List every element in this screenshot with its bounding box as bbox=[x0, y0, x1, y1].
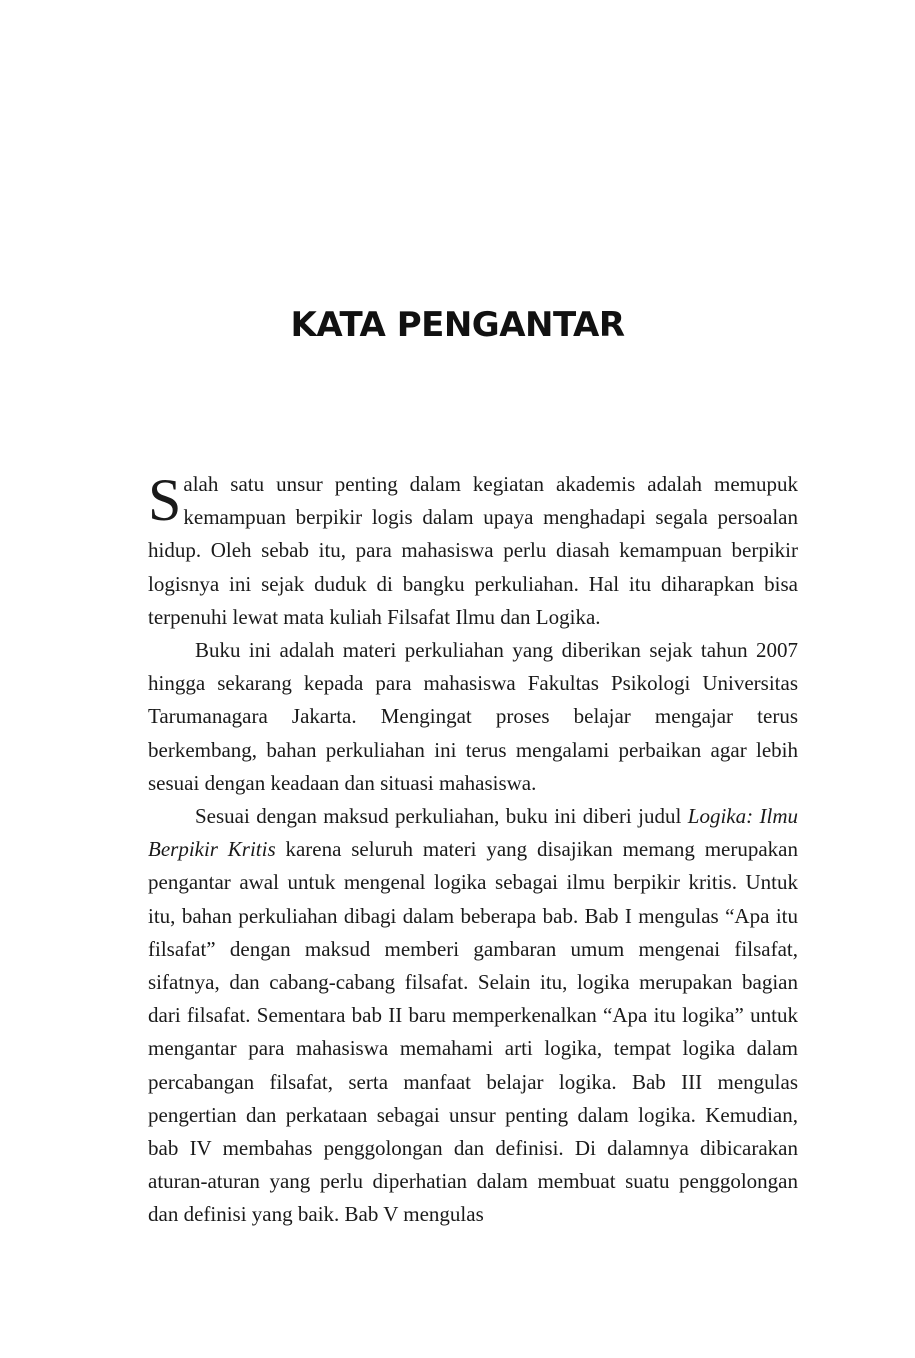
paragraph-3-text-before: Sesuai dengan maksud perkuliahan, buku ini diberi judul bbox=[195, 804, 688, 829]
chapter-title: KATA PENGANTAR bbox=[290, 305, 625, 345]
paragraph-2-text: Buku ini adalah materi perkuliahan yang diberikan sejak tahun 2007 hingga sekarang kepada para mahasiswa Fakultas Psikologi Universitas Tarumanagara Jakarta. Mengingat proses belajar mengajar terus berkembang, bahan perkuliahan ini terus mengalami perbaikan agar lebih sesuai dengan keadaan dan situasi mahasiswa. bbox=[148, 638, 798, 795]
book-title-italic: Logika: Ilmu Berpikir Kritis bbox=[148, 804, 798, 862]
paragraph-3 bbox=[148, 800, 798, 1232]
paragraph-3-text-after: karena seluruh materi yang disajikan memang merupakan pengantar awal untuk mengenal logika sebagai ilmu berpikir kritis. Untuk itu, bahan perkuliahan dibagi dalam beberapa bab. Bab I mengulas “Apa itu filsafat” dengan maksud memberi gambaran umum mengenai filsafat, sifatnya, dan cabang-cabang filsafat. Selain itu, logika merupakan bagian dari filsafat. Sementara bab II baru memperkenalkan “Apa itu logika” untuk mengantar para mahasiswa memahami arti logika, tempat logika dalam percabangan filsafat, serta manfaat belajar logika. Bab III mengulas pengertian dan perkataan sebagai unsur penting dalam logika. Kemudian, bab IV membahas penggolongan dan definisi. Di dalamnya dibicarakan aturan-aturan yang perlu diperhatian dalam membuat suatu penggolongan dan definisi yang baik. Bab V mengulas bbox=[148, 837, 798, 1227]
paragraph-1-text: alah satu unsur penting dalam kegiatan akademis adalah memupuk kemampuan berpikir logis dalam upaya menghadapi segala persoalan hidup. Oleh sebab itu, para mahasiswa perlu diasah kemampuan berpikir logisnya ini sejak duduk di bangku perkuliahan. Hal itu diharapkan bisa terpenuhi lewat mata kuliah Filsafat Ilmu dan Logika. bbox=[148, 472, 798, 629]
paragraph-1 bbox=[148, 468, 798, 634]
drop-cap-letter: S bbox=[148, 467, 182, 533]
paragraph-2 bbox=[148, 634, 798, 800]
body-text bbox=[148, 468, 798, 1232]
